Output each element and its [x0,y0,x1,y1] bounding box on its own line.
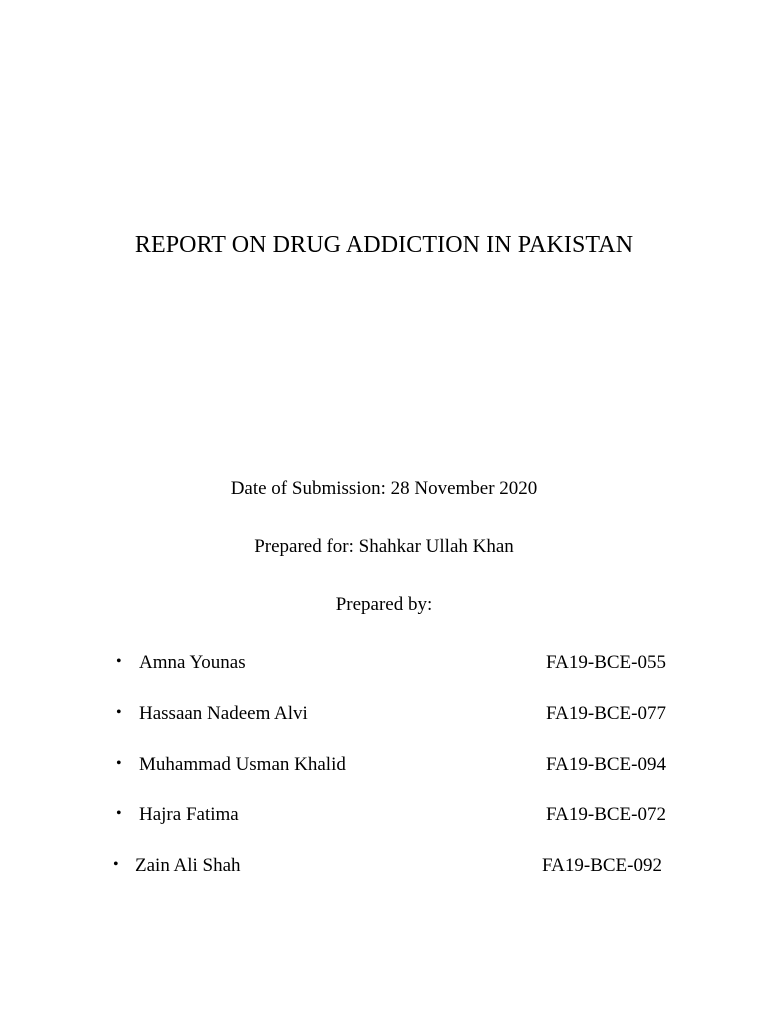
member-list-item [0,652,768,676]
member-name: Muhammad Usman Khalid [139,754,346,775]
bullet-icon: • [116,704,122,721]
member-list-item [0,855,768,879]
bullet-icon: • [113,856,119,873]
member-list-item [0,754,768,778]
report-title: REPORT ON DRUG ADDICTION IN PAKISTAN [134,232,634,258]
bullet-icon: • [116,755,122,772]
member-id: FA19-BCE-055 [546,652,666,673]
member-list-item [0,804,768,828]
member-name: Hassaan Nadeem Alvi [139,703,308,724]
member-name: Amna Younas [139,652,246,673]
member-list-item [0,703,768,727]
date-of-submission: Date of Submission: 28 November 2020 [230,478,538,499]
prepared-by-label: Prepared by: [335,594,433,615]
member-id: FA19-BCE-072 [546,804,666,825]
member-id: FA19-BCE-092 [542,855,662,876]
member-id: FA19-BCE-094 [546,754,666,775]
prepared-for: Prepared for: Shahkar Ullah Khan [254,536,514,557]
member-name: Hajra Fatima [139,804,239,825]
bullet-icon: • [116,653,122,670]
member-id: FA19-BCE-077 [546,703,666,724]
member-name: Zain Ali Shah [135,855,241,876]
bullet-icon: • [116,805,122,822]
